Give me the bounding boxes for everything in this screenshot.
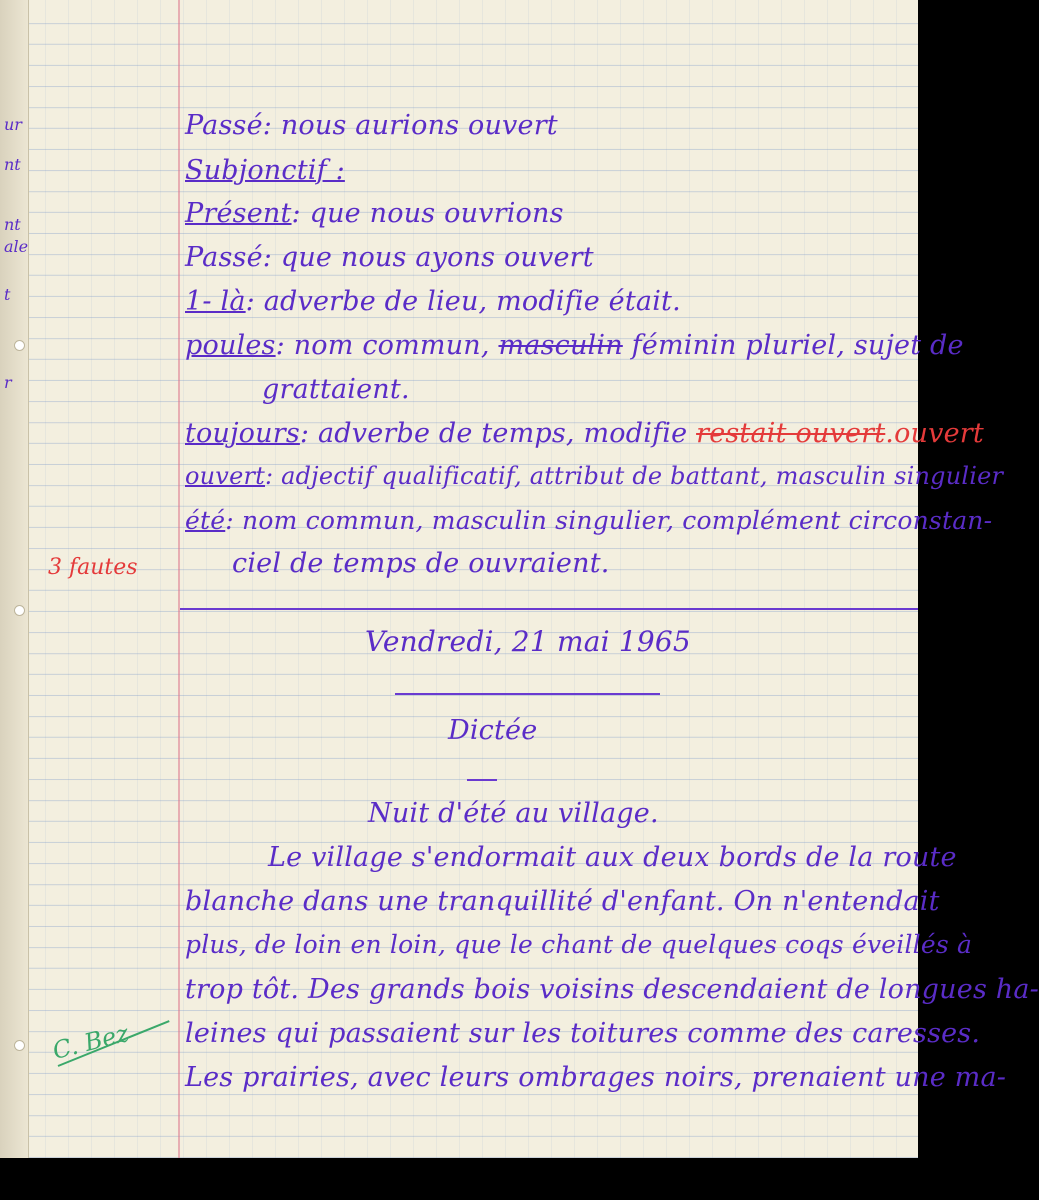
line-poules: poules: nom commun, masculin féminin pluriel, sujet de	[185, 330, 964, 361]
dictation-line: Le village s'endormait aux deux bords de la route	[268, 842, 957, 873]
dictation-title: Nuit d'été au village.	[368, 798, 659, 829]
line-passe-subjonctif: Passé: que nous ayons ouvert	[185, 242, 594, 273]
left-margin-fragment: ur	[4, 115, 22, 134]
margin-note-fautes: 3 fautes	[48, 555, 138, 580]
left-margin-fragment: nt	[4, 215, 21, 234]
left-margin-fragment: nt	[4, 155, 21, 174]
dictation-date: Vendredi, 21 mai 1965	[365, 625, 691, 658]
dictation-heading: Dictée	[448, 715, 538, 746]
left-margin-fragment: t	[4, 285, 11, 304]
binding-hole	[14, 1040, 25, 1051]
binding-hole	[14, 340, 25, 351]
line-grattaient: grattaient.	[262, 374, 410, 405]
section-divider	[180, 608, 918, 610]
heading-dash	[467, 779, 497, 781]
margin-line	[178, 0, 180, 1158]
line-la: 1- là: adverbe de lieu, modifie était.	[185, 286, 681, 317]
line-present: Présent: que nous ouvrions	[185, 198, 564, 229]
dictation-line: blanche dans une tranquillité d'enfant. On n'entendait	[185, 886, 940, 917]
dictation-line: leines qui passaient sur les toitures comme des caresses.	[185, 1018, 981, 1049]
line-passe-conditionnel: Passé: nous aurions ouvert	[185, 110, 558, 141]
left-margin-fragment: r	[4, 373, 12, 392]
binding-hole	[14, 605, 25, 616]
dictation-line: plus, de loin en loin, que le chant de quelques coqs éveillés à	[185, 930, 973, 959]
line-ciel-de-temps: ciel de temps de ouvraient.	[232, 548, 610, 579]
dictation-line: Les prairies, avec leurs ombrages noirs, prenaient une ma-	[185, 1062, 1007, 1093]
line-ouvert: ouvert: adjectif qualificatif, attribut de battant, masculin singulier	[185, 462, 1004, 490]
teacher-initials: C. Bez	[49, 1019, 132, 1065]
dictation-line: trop tôt. Des grands bois voisins descendaient de longues ha-	[185, 974, 1039, 1005]
date-underline	[395, 693, 660, 695]
left-margin-fragment: ale	[4, 237, 29, 256]
line-ete: été: nom commun, masculin singulier, complément circonstan-	[185, 506, 993, 535]
line-toujours: toujours: adverbe de temps, modifie restait ouvert.ouvert	[185, 418, 984, 449]
heading-subjonctif: Subjonctif :	[185, 155, 345, 186]
